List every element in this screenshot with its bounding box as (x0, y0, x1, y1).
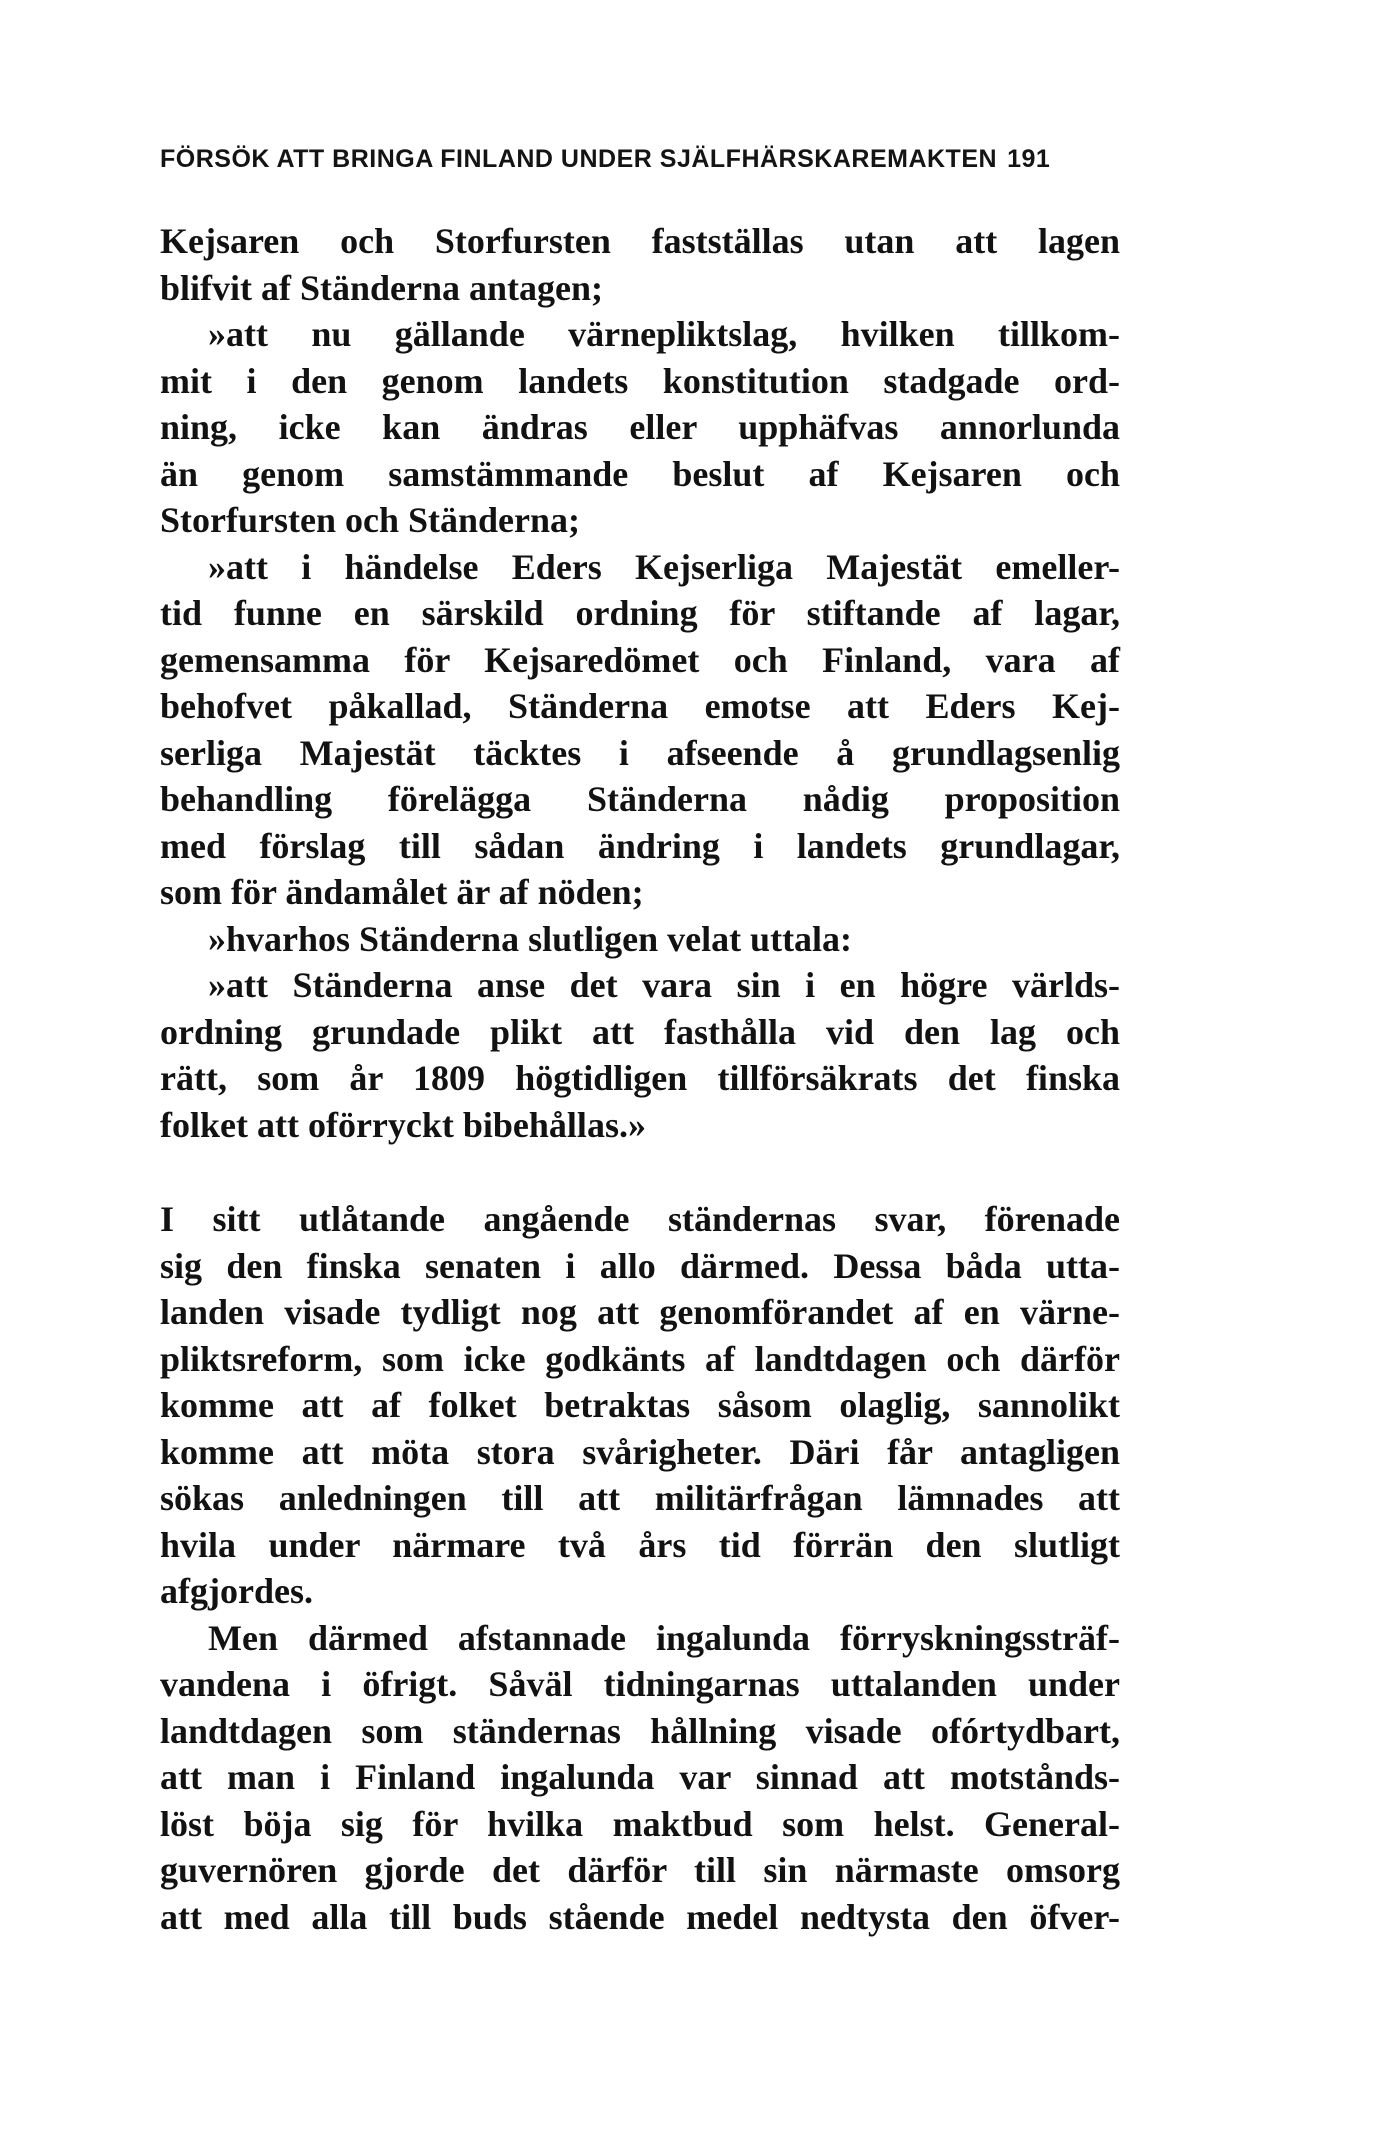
running-title: FÖRSÖK ATT BRINGA FINLAND UNDER SJÄLFHÄRSKAREMAKTEN (160, 145, 998, 173)
text-line: hvila under närmare två års tid förrän den slutligt (160, 1524, 1120, 1565)
text-line: ordning grundade plikt att fasthålla vid den lag och (160, 1011, 1120, 1052)
text-line: löst böja sig för hvilka maktbud som helst. General- (160, 1803, 1120, 1844)
text-line: gemensamma för Kejsaredömet och Finland, vara af (160, 639, 1120, 680)
text-line: än genom samstämmande beslut af Kejsaren och (160, 453, 1120, 494)
text-line: mit i den genom landets konstitution stadgade ord- (160, 360, 1120, 401)
text-line: med förslag till sådan ändring i landets grundlagar, (160, 825, 1120, 866)
running-head (160, 145, 1160, 174)
body-text (160, 1196, 1120, 1940)
text-line: landen visade tydligt nog att genomförandet af en värne- (160, 1292, 1120, 1332)
text-line: sökas anledningen till att militärfrågan lämnades att (160, 1478, 1120, 1518)
text-line: folket att oförryckt bibehållas.» (160, 1104, 646, 1145)
quoted-resolution (160, 218, 1120, 1148)
text-line: ning, icke kan ändras eller upphäfvas annorlunda (160, 407, 1120, 447)
text-line: afgjordes. (160, 1571, 313, 1611)
text-line: tid funne en särskild ordning för stiftande af lagar, (160, 593, 1120, 633)
text-line: rätt, som år 1809 högtidligen tillförsäkrats det finska (160, 1058, 1120, 1098)
text-line: sig den finska senaten i allo därmed. Dessa båda utta- (160, 1245, 1120, 1286)
text-line: blifvit af Ständerna antagen; (160, 267, 604, 308)
text-line: »att Ständerna anse det vara sin i en högre världs- (208, 965, 1120, 1005)
text-line: »att nu gällande värnepliktslag, hvilken tillkom- (208, 314, 1120, 354)
text-line: Men därmed afstannade ingalunda förryskningssträf- (208, 1617, 1120, 1658)
text-line: I sitt utlåtande angående ständernas svar, förenade (160, 1199, 1120, 1239)
text-line: serliga Majestät täcktes i afseende å grundlagsenlig (160, 732, 1120, 773)
text-line: »hvarhos Ständerna slutligen velat uttala: (208, 918, 853, 959)
text-line: som för ändamålet är af nöden; (160, 872, 644, 912)
text-line: behandling förelägga Ständerna nådig proposition (160, 779, 1120, 819)
text-line: vandena i öfrigt. Såväl tidningarnas uttalanden under (160, 1664, 1120, 1704)
text-line: Kejsaren och Storfursten fastställas utan att lagen (160, 221, 1120, 261)
text-line: behofvet påkallad, Ständerna emotse att Eders Kej- (160, 686, 1120, 726)
page-number: 191 (1007, 145, 1051, 173)
text-line: att man i Finland ingalunda var sinnad att motstånds- (160, 1757, 1120, 1797)
text-line: komme att af folket betraktas såsom olaglig, sannolikt (160, 1385, 1120, 1425)
text-line: guvernören gjorde det därför till sin närmaste omsorg (160, 1850, 1120, 1890)
text-line: Storfursten och Ständerna; (160, 500, 580, 540)
text-line: »att i händelse Eders Kejserliga Majestät emeller- (208, 546, 1120, 587)
text-line: komme att möta stora svårigheter. Däri får antagligen (160, 1431, 1120, 1472)
text-line: pliktsreform, som icke godkänts af landtdagen och därför (160, 1338, 1120, 1379)
text-line: landtdagen som ständernas hållning visade ofórtydbart, (160, 1710, 1120, 1751)
text-line: att med alla till buds stående medel nedtysta den öfver- (160, 1896, 1120, 1937)
